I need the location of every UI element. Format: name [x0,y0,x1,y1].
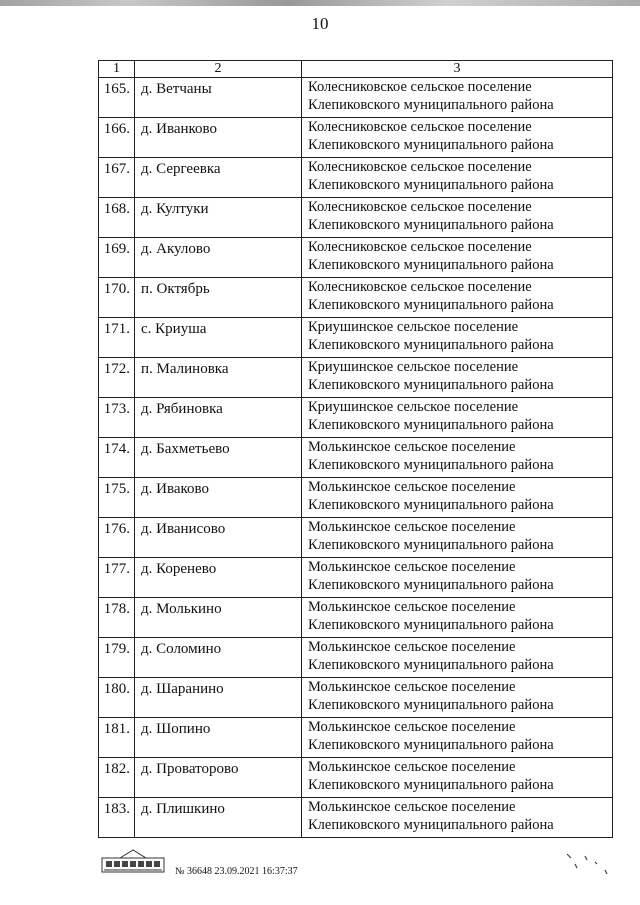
locality-name: п. Малиновка [135,358,302,398]
settlement-cell [302,238,613,278]
settlement-cell [302,278,613,318]
settlement-cell [302,318,613,358]
scan-artifact-icon [565,850,615,880]
table-row [99,638,613,678]
district-name: Клепиковского муниципального района [308,257,554,273]
settlement-name: Колесниковское сельское поселение [308,199,532,215]
settlement-name: Криушинское сельское поселение [308,399,519,415]
settlement-cell [302,198,613,238]
settlement-cell [302,78,613,118]
district-name: Клепиковского муниципального района [308,817,554,833]
locality-name: д. Рябиновка [135,398,302,438]
table-row [99,558,613,598]
district-name: Клепиковского муниципального района [308,417,554,433]
locality-name: д. Иванково [135,118,302,158]
locality-name: д. Шаранино [135,678,302,718]
header-col-3: 3 [302,61,613,78]
table-header-row [99,61,613,78]
settlement-name: Криушинское сельское поселение [308,359,519,375]
settlement-name: Молькинское сельское поселение [308,679,516,695]
locality-name: д. Плишкино [135,798,302,838]
settlement-cell [302,718,613,758]
settlement-name: Молькинское сельское поселение [308,599,516,615]
table-row [99,798,613,838]
district-name: Клепиковского муниципального района [308,177,554,193]
table-row [99,358,613,398]
table-body [99,78,613,838]
row-number: 180. [99,678,135,718]
settlement-name: Молькинское сельское поселение [308,759,516,775]
localities-table [98,60,613,838]
district-name: Клепиковского муниципального района [308,657,554,673]
settlement-cell [302,358,613,398]
locality-name: д. Иванисово [135,518,302,558]
table-row [99,318,613,358]
district-name: Клепиковского муниципального района [308,497,554,513]
table-row [99,398,613,438]
locality-name: д. Ветчаны [135,78,302,118]
district-name: Клепиковского муниципального района [308,297,554,313]
settlement-cell [302,638,613,678]
settlement-cell [302,758,613,798]
locality-name: д. Култуки [135,198,302,238]
header-col-1: 1 [99,61,135,78]
row-number: 165. [99,78,135,118]
row-number: 166. [99,118,135,158]
table-row [99,718,613,758]
header-col-2: 2 [135,61,302,78]
settlement-name: Молькинское сельское поселение [308,439,516,455]
settlement-name: Молькинское сельское поселение [308,639,516,655]
settlement-cell [302,798,613,838]
settlement-name: Колесниковское сельское поселение [308,79,532,95]
district-name: Клепиковского муниципального района [308,137,554,153]
settlement-cell [302,158,613,198]
settlement-cell [302,598,613,638]
table-row [99,238,613,278]
table-row [99,598,613,638]
settlement-name: Молькинское сельское поселение [308,799,516,815]
settlement-cell [302,398,613,438]
settlement-name: Молькинское сельское поселение [308,479,516,495]
settlement-cell [302,518,613,558]
locality-name: д. Иваково [135,478,302,518]
table-row [99,78,613,118]
page-number: 10 [311,14,329,33]
table-row [99,758,613,798]
locality-name: п. Октябрь [135,278,302,318]
row-number: 172. [99,358,135,398]
district-name: Клепиковского муниципального района [308,777,554,793]
locality-name: д. Коренево [135,558,302,598]
settlement-name: Колесниковское сельское поселение [308,119,532,135]
settlement-name: Молькинское сельское поселение [308,719,516,735]
district-name: Клепиковского муниципального района [308,537,554,553]
settlement-name: Криушинское сельское поселение [308,319,519,335]
row-number: 173. [99,398,135,438]
district-name: Клепиковского муниципального района [308,457,554,473]
scan-edge [0,0,640,6]
document-registration-id: № 36648 23.09.2021 16:37:37 [175,866,298,877]
row-number: 167. [99,158,135,198]
locality-name: д. Проваторово [135,758,302,798]
locality-name: д. Бахметьево [135,438,302,478]
locality-name: д. Соломино [135,638,302,678]
table-row [99,678,613,718]
row-number: 179. [99,638,135,678]
row-number: 174. [99,438,135,478]
settlement-name: Молькинское сельское поселение [308,519,516,535]
settlement-cell [302,118,613,158]
registry-stamp-icon [100,848,166,874]
row-number: 171. [99,318,135,358]
district-name: Клепиковского муниципального района [308,577,554,593]
row-number: 175. [99,478,135,518]
table-row [99,278,613,318]
table-row [99,158,613,198]
settlement-cell [302,678,613,718]
settlement-name: Колесниковское сельское поселение [308,159,532,175]
table-row [99,438,613,478]
locality-name: с. Криуша [135,318,302,358]
district-name: Клепиковского муниципального района [308,337,554,353]
row-number: 181. [99,718,135,758]
district-name: Клепиковского муниципального района [308,97,554,113]
district-name: Клепиковского муниципального района [308,737,554,753]
table-row [99,478,613,518]
table-row [99,118,613,158]
settlement-name: Молькинское сельское поселение [308,559,516,575]
row-number: 183. [99,798,135,838]
table-row [99,198,613,238]
row-number: 168. [99,198,135,238]
row-number: 170. [99,278,135,318]
locality-name: д. Шопино [135,718,302,758]
table-row [99,518,613,558]
district-name: Клепиковского муниципального района [308,697,554,713]
locality-name: д. Сергеевка [135,158,302,198]
settlement-cell [302,478,613,518]
row-number: 169. [99,238,135,278]
row-number: 178. [99,598,135,638]
district-name: Клепиковского муниципального района [308,217,554,233]
district-name: Клепиковского муниципального района [308,377,554,393]
settlement-cell [302,558,613,598]
row-number: 176. [99,518,135,558]
settlement-cell [302,438,613,478]
row-number: 182. [99,758,135,798]
locality-name: д. Молькино [135,598,302,638]
district-name: Клепиковского муниципального района [308,617,554,633]
row-number: 177. [99,558,135,598]
settlement-name: Колесниковское сельское поселение [308,239,532,255]
settlement-name: Колесниковское сельское поселение [308,279,532,295]
locality-name: д. Акулово [135,238,302,278]
